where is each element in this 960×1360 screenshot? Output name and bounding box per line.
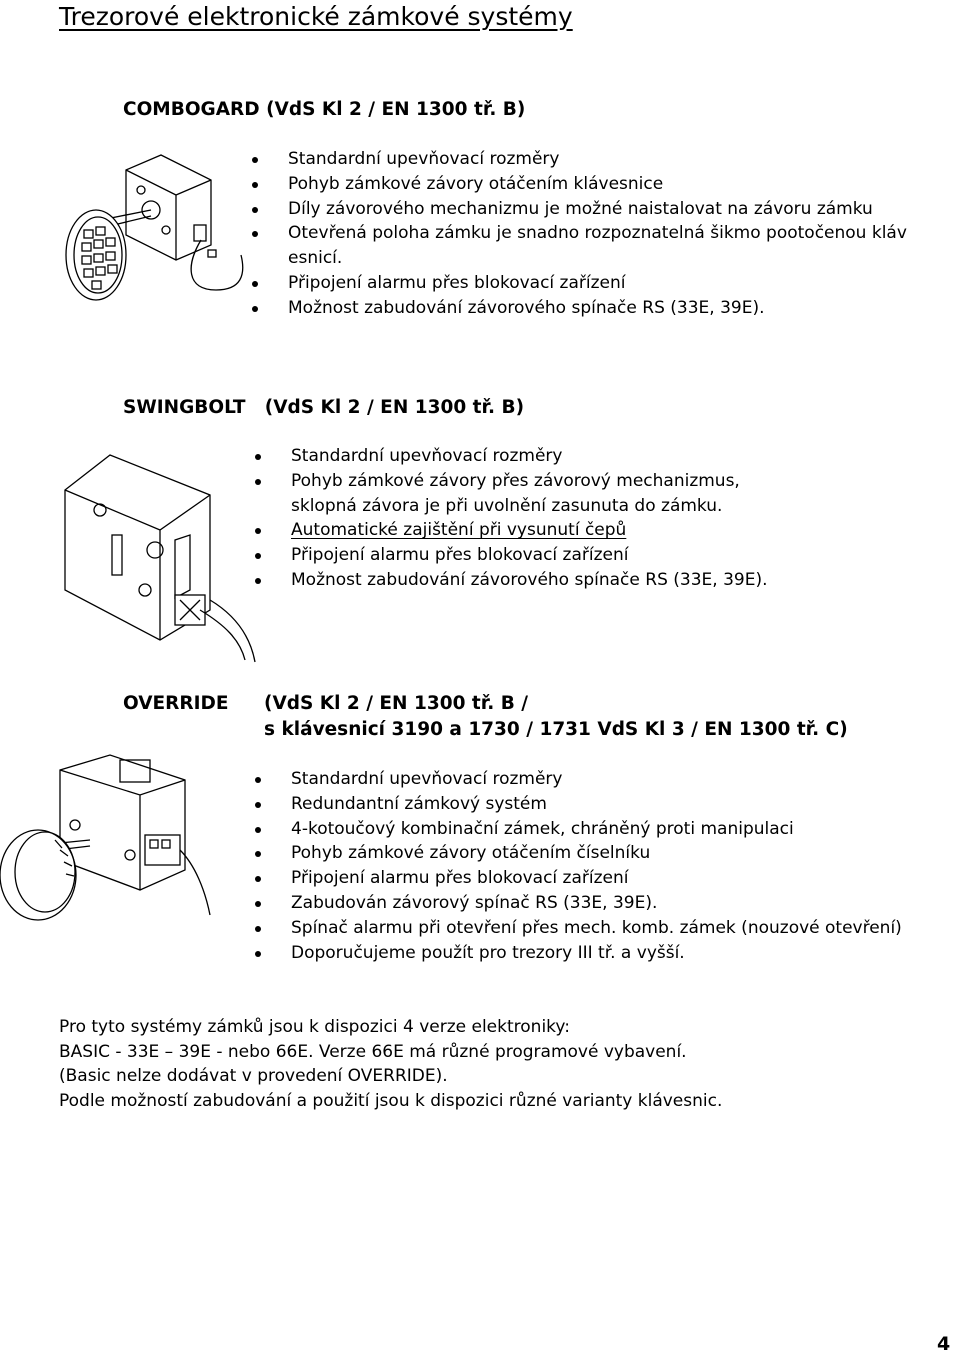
paragraph-line: BASIC - 33E – 39E - nebo 66E. Verze 66E má různé programové vybavení. bbox=[59, 1041, 687, 1062]
list-item: Standardní upevňovací rozměry bbox=[255, 444, 768, 469]
override-spec-line-1: (VdS Kl 2 / EN 1300 tř. B / bbox=[264, 693, 528, 714]
swingbolt-heading: SWINGBOLT (VdS Kl 2 / EN 1300 tř. B) bbox=[123, 397, 525, 418]
override-features bbox=[255, 767, 902, 965]
override-heading: OVERRIDE bbox=[123, 693, 229, 714]
page-title: Trezorové elektronické zámkové systémy bbox=[59, 2, 573, 31]
list-item: Zabudován závorový spínač RS (33E, 39E). bbox=[255, 891, 902, 916]
page-number: 4 bbox=[937, 1333, 951, 1355]
list-item: Doporučujeme použít pro trezory III tř. a vyšší. bbox=[255, 941, 902, 966]
list-item: Standardní upevňovací rozměry bbox=[252, 147, 907, 172]
swingbolt-features bbox=[255, 444, 768, 593]
list-item: Možnost zabudování závorového spínače RS (33E, 39E). bbox=[252, 296, 907, 321]
list-item: Spínač alarmu při otevření přes mech. komb. zámek (nouzové otevření) bbox=[255, 916, 902, 941]
swingbolt-lock-illustration bbox=[50, 440, 250, 665]
paragraph-line: (Basic nelze dodávat v provedení OVERRIDE). bbox=[59, 1066, 448, 1086]
list-item: Připojení alarmu přes blokovací zařízení bbox=[255, 543, 768, 568]
list-item: 4-kotoučový kombinační zámek, chráněný proti manipulaci bbox=[255, 817, 902, 842]
list-item: Standardní upevňovací rozměry bbox=[255, 767, 902, 792]
list-item: Otevřená poloha zámku je snadno rozpoznatelná šikmo pootočenou kláv bbox=[252, 221, 907, 246]
list-item: Automatické zajištění při vysunutí čepů bbox=[255, 518, 768, 543]
list-item: Díly závorového mechanizmu je možné naistalovat na závoru zámku bbox=[252, 197, 907, 222]
list-item: Možnost zabudování závorového spínače RS (33E, 39E). bbox=[255, 568, 768, 593]
override-lock-illustration bbox=[0, 750, 215, 925]
combogard-heading: COMBOGARD (VdS Kl 2 / EN 1300 tř. B) bbox=[123, 99, 526, 120]
paragraph-line: Podle možností zabudování a použití jsou k dispozici různé varianty klávesnic. bbox=[59, 1090, 723, 1111]
override-spec-line-2: s klávesnicí 3190 a 1730 / 1731 VdS Kl 3 / EN 1300 tř. C) bbox=[264, 719, 848, 740]
list-item: Pohyb zámkové závory přes závorový mechanizmus, bbox=[255, 469, 768, 494]
list-item-continuation: sklopná závora je při uvolnění zasunuta do zámku. bbox=[291, 495, 723, 516]
combogard-features bbox=[252, 147, 907, 321]
list-item-continuation: esnicí. bbox=[288, 248, 343, 269]
list-item: Připojení alarmu přes blokovací zařízení bbox=[255, 866, 902, 891]
electronics-versions-note bbox=[59, 1015, 722, 1113]
list-item: Připojení alarmu přes blokovací zařízení bbox=[252, 271, 907, 296]
list-item: Redundantní zámkový systém bbox=[255, 792, 902, 817]
list-item: Pohyb zámkové závory otáčením číselníku bbox=[255, 841, 902, 866]
paragraph-line: Pro tyto systémy zámků jsou k dispozici 4 verze elektroniky: bbox=[59, 1017, 570, 1037]
combogard-lock-illustration bbox=[56, 150, 256, 300]
list-item: Pohyb zámkové závory otáčením klávesnice bbox=[252, 172, 907, 197]
